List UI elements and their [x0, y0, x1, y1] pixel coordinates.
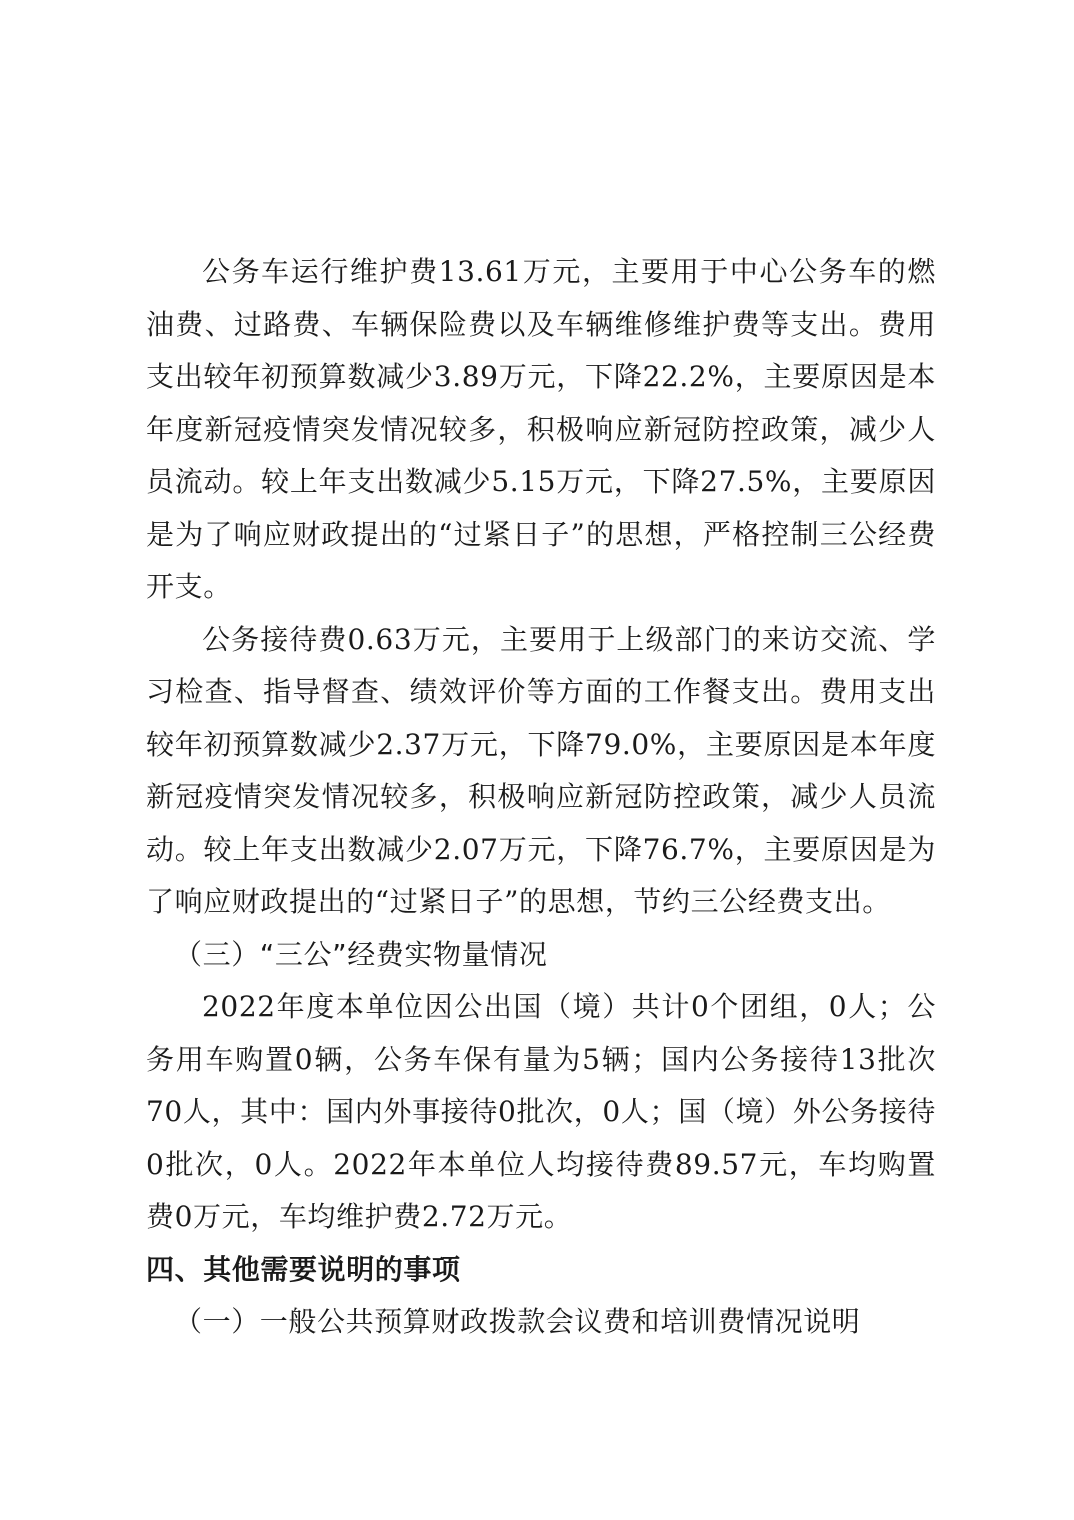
document-body	[146, 246, 936, 1349]
paragraph-physical-quantity: 2022年度本单位因公出国（境）共计0个团组，0人；公务用车购置0辆，公务车保有量为5辆；国内公务接待13批次70人，其中：国内外事接待0批次，0人；国（境）外公务接待0批次，0人。2022年本单位人均接待费89.57元，车均购置费0万元，车均维护费2.72万元。	[146, 990, 936, 1233]
paragraph-reception: 公务接待费0.63万元，主要用于上级部门的来访交流、学习检查、指导督查、绩效评价等方面的工作餐支出。费用支出较年初预算数减少2.37万元，下降79.0%，主要原因是本年度新冠疫情突发情况较多，积极响应新冠防控政策，减少人员流动。较上年支出数减少2.07万元，下降76.7%，主要原因是为了响应财政提出的“过紧日子”的思想，节约三公经费支出。	[146, 622, 936, 918]
subheading-meeting-training-fees: （一）一般公共预算财政拨款会议费和培训费情况说明	[174, 1305, 861, 1338]
paragraph-vehicle-maintenance: 公务车运行维护费13.61万元，主要用于中心公务车的燃油费、过路费、车辆保险费以及车辆维修维护费等支出。费用支出较年初预算数减少3.89万元，下降22.2%，主要原因是本年度新冠疫情突发情况较多，积极响应新冠防控政策，减少人员流动。较上年支出数减少5.15万元，下降27.5%，主要原因是为了响应财政提出的“过紧日子”的思想，严格控制三公经费开支。	[146, 255, 936, 603]
section-heading-other-matters: 四、其他需要说明的事项	[146, 1252, 461, 1286]
subheading-three-public-quantity: （三）“三公”经费实物量情况	[174, 937, 548, 971]
